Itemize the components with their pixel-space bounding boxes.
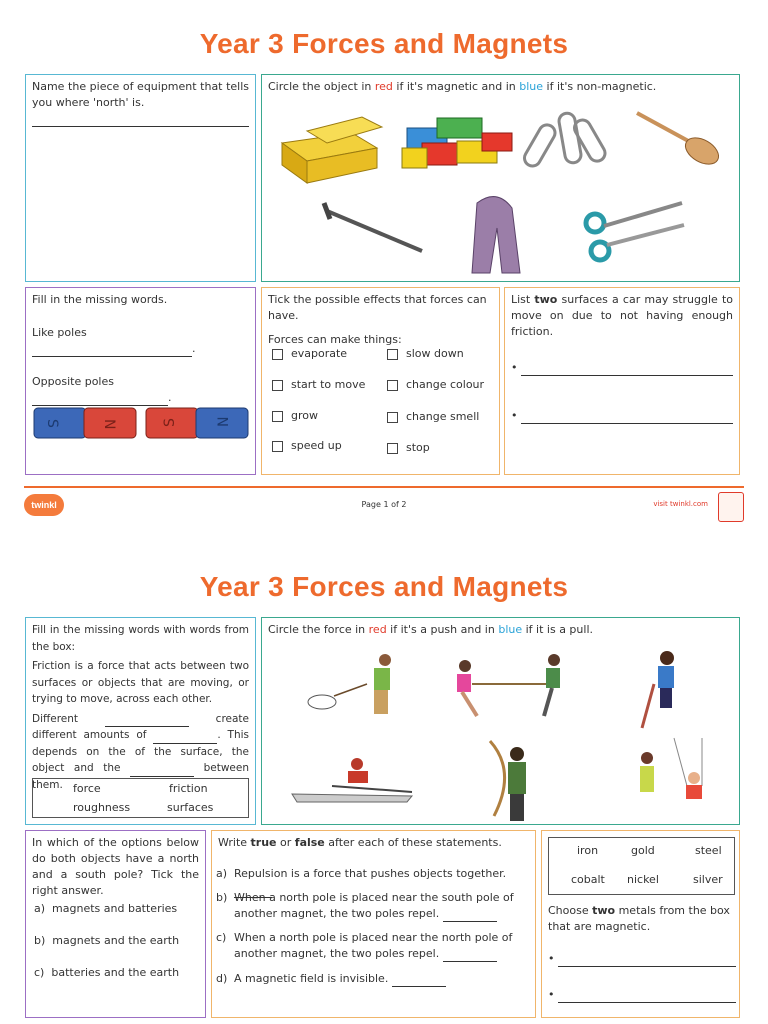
statement-a: a) Repulsion is a force that pushes objects together.: [216, 866, 532, 898]
svg-text:N: N: [216, 416, 232, 427]
gap-2[interactable]: [153, 743, 217, 744]
checkbox[interactable]: [272, 349, 283, 360]
checkbox[interactable]: [387, 412, 398, 423]
quality-badge-icon: [718, 492, 744, 522]
bar-magnet-1: [34, 408, 136, 438]
rower-icon[interactable]: [292, 758, 412, 802]
gap-3[interactable]: [130, 776, 194, 777]
checkbox[interactable]: [387, 349, 398, 360]
checkbox[interactable]: [387, 380, 398, 391]
statement-c: c) When a north pole is placed near the north pole of another magnet, the two poles repel.: [216, 931, 513, 960]
word-box: [32, 778, 249, 818]
checkbox[interactable]: [272, 411, 283, 422]
option-b[interactable]: b) magnets and the earth: [34, 934, 180, 947]
metal-word: cobalt: [571, 873, 605, 886]
svg-text:S: S: [44, 419, 60, 428]
forces-effects-title: Tick the possible effects that forces can have.: [268, 293, 487, 322]
tick-change-colour[interactable]: change colour: [387, 377, 484, 393]
page1-footer: [24, 486, 744, 526]
scarf-icon[interactable]: [472, 197, 520, 273]
dog-walker-icon[interactable]: [308, 654, 391, 714]
metal-word: nickel: [627, 873, 659, 886]
tick-speed-up[interactable]: speed up: [272, 438, 342, 454]
like-poles-answer[interactable]: [32, 356, 192, 357]
bar-magnets-illustration: [32, 405, 252, 445]
forces-effects-subtitle: Forces can make things:: [268, 333, 402, 346]
statement-b: b) When a north pole is placed near the south pole of another magnet, the two poles repel.: [216, 891, 514, 920]
metal-word: steel: [695, 844, 722, 857]
friction-box: [25, 617, 256, 825]
north-answer-line[interactable]: [32, 126, 249, 127]
word: friction: [169, 782, 208, 795]
statement-d: d) A magnetic field is invisible.: [216, 971, 532, 987]
page2-title: Year 3 Forces and Magnets: [199, 571, 569, 602]
friction-surfaces-question: List two surfaces a car may struggle to move on due to not having enough friction.: [511, 293, 733, 338]
opposite-poles-row: Opposite poles .: [32, 375, 172, 404]
tug-of-war-icon[interactable]: [457, 654, 560, 716]
true-false-instruction: Write true or false after each of these statements.: [218, 836, 502, 849]
north-question-box: [25, 74, 256, 282]
answer-b[interactable]: [443, 921, 497, 922]
magnetic-instruction: Circle the object in red if it's magnetic and in blue if it's non-magnetic.: [268, 80, 657, 93]
metal-answer-2[interactable]: •: [548, 987, 736, 1003]
word: force: [73, 782, 101, 795]
push-pull-instruction: Circle the force in red if it's a push and in blue if it is a pull.: [268, 623, 593, 636]
visit-link[interactable]: visit twinkl.com: [653, 500, 708, 508]
twinkl-logo: twinkl: [24, 494, 64, 516]
answer-d[interactable]: [392, 986, 446, 987]
missing-words-title: Fill in the missing words.: [32, 293, 168, 306]
wooden-spoon-icon[interactable]: [637, 113, 723, 170]
true-false-box: [211, 830, 536, 1018]
friction-intro: Fill in the missing words with words from the box:: [32, 624, 249, 653]
tick-change-smell[interactable]: change smell: [387, 409, 479, 425]
friction-definition: Friction is a force that acts between two surfaces or objects that are moving, or trying to move, across each other.: [32, 660, 249, 705]
tick-stop[interactable]: stop: [387, 440, 430, 456]
north-question: Name the piece of equipment that tells you where 'north' is.: [32, 80, 249, 109]
surface-answer-2[interactable]: •: [511, 408, 733, 424]
metals-question: Choose two metals from the box that are magnetic.: [548, 904, 730, 933]
friction-surfaces-box: [504, 287, 740, 475]
bar-magnet-2: [146, 408, 248, 438]
friction-gapfill: Different create different amounts of . This depends on the of the surface, the object and the between them.: [32, 712, 250, 791]
metals-word-box: [548, 837, 735, 895]
gap-1[interactable]: [105, 726, 189, 727]
metal-answer-1[interactable]: •: [548, 951, 736, 967]
lego-bricks-icon[interactable]: [402, 118, 512, 168]
page1-title: Year 3 Forces and Magnets: [199, 28, 569, 59]
swing-icon[interactable]: [640, 738, 702, 799]
tick-slow-down[interactable]: slow down: [387, 346, 464, 362]
gold-bars-icon[interactable]: [282, 117, 382, 183]
forces-effects-box: [261, 287, 500, 475]
magnetic-objects-box: [261, 74, 740, 282]
missing-words-box: [25, 287, 256, 475]
answer-c[interactable]: [443, 961, 497, 962]
metal-word: silver: [693, 873, 723, 886]
nail-icon[interactable]: [324, 203, 422, 251]
metals-box: [541, 830, 740, 1018]
option-a[interactable]: a) magnets and batteries: [34, 902, 178, 915]
word: surfaces: [167, 801, 214, 814]
checkbox[interactable]: [272, 380, 283, 391]
like-poles-row: Like poles .: [32, 326, 196, 355]
checkbox[interactable]: [272, 441, 283, 452]
poles-question: In which of the options below do both objects have a north and a south pole? Tick the right answer.: [32, 836, 199, 897]
poles-question-box: [25, 830, 206, 1018]
tick-start-to-move[interactable]: start to move: [272, 377, 365, 393]
objects-illustration: [262, 103, 732, 282]
metal-word: iron: [577, 844, 599, 857]
svg-text:S: S: [162, 418, 178, 427]
push-pull-box: [261, 617, 740, 825]
checkbox[interactable]: [387, 443, 398, 454]
metal-word: gold: [631, 844, 655, 857]
page-number: Page 1 of 2: [361, 500, 407, 509]
svg-text:N: N: [101, 419, 117, 430]
push-pull-illustration: [262, 646, 732, 821]
archer-icon[interactable]: [490, 741, 526, 821]
surface-answer-1[interactable]: •: [511, 360, 733, 376]
word: roughness: [73, 801, 131, 814]
scissors-icon[interactable]: [586, 203, 684, 260]
paperclips-icon[interactable]: [522, 112, 608, 169]
tick-evaporate[interactable]: evaporate: [272, 346, 347, 362]
hockey-player-icon[interactable]: [642, 651, 674, 728]
option-c[interactable]: c) batteries and the earth: [34, 966, 180, 979]
tick-grow[interactable]: grow: [272, 408, 318, 424]
